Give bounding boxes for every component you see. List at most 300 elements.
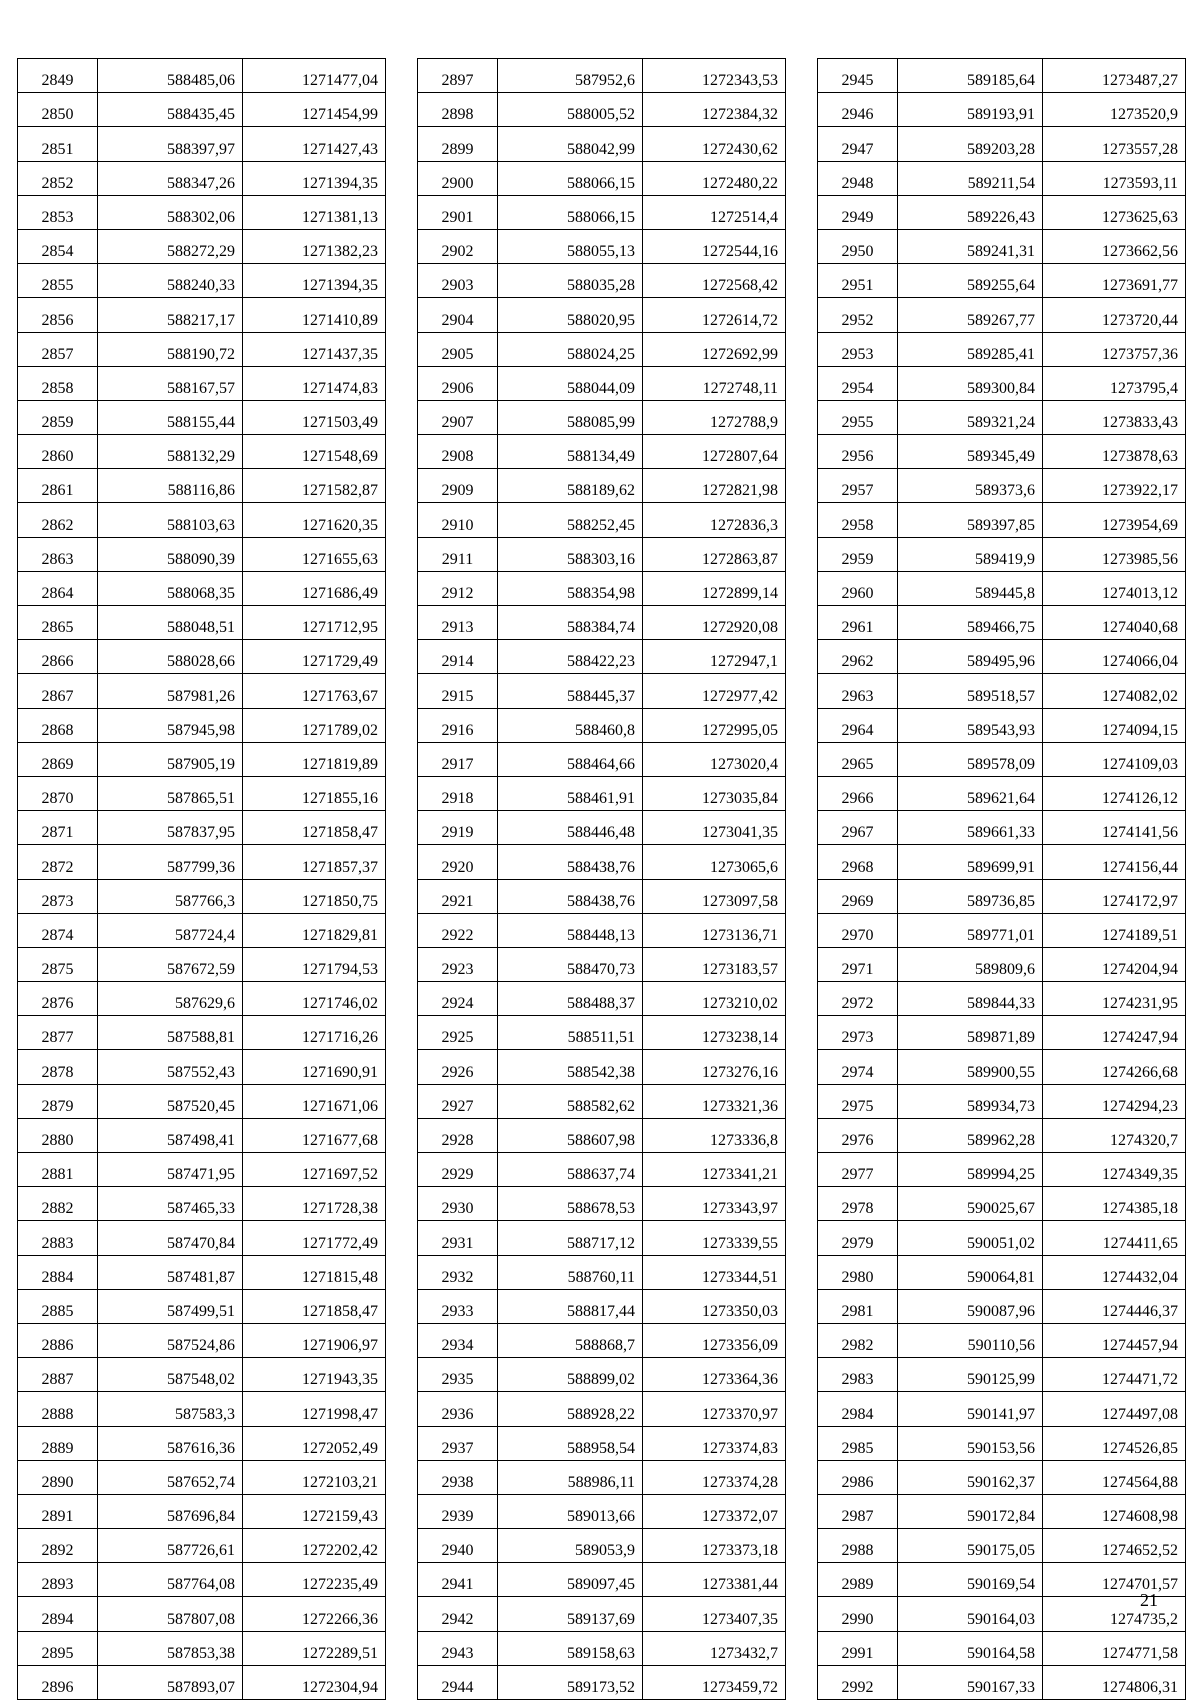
table-row: [418, 1050, 786, 1084]
table-row: [818, 1050, 1186, 1084]
y-coordinate-cell: 1272052,49: [243, 1426, 386, 1460]
point-number-cell: 2945: [818, 59, 898, 93]
x-coordinate-cell: 589900,55: [898, 1050, 1043, 1084]
point-number-cell: 2903: [418, 264, 498, 298]
y-coordinate-cell: 1274385,18: [1043, 1187, 1186, 1221]
point-number-cell: 2922: [418, 913, 498, 947]
x-coordinate-cell: 590164,58: [898, 1631, 1043, 1665]
table-row: [418, 469, 786, 503]
point-number-cell: 2991: [818, 1631, 898, 1665]
point-number-cell: 2956: [818, 435, 898, 469]
y-coordinate-cell: 1271794,53: [243, 947, 386, 981]
y-coordinate-cell: 1271858,47: [243, 811, 386, 845]
point-number-cell: 2867: [18, 674, 98, 708]
y-coordinate-cell: 1272384,32: [643, 93, 786, 127]
table-row: [818, 913, 1186, 947]
y-coordinate-cell: 1274231,95: [1043, 982, 1186, 1016]
table-row: [18, 1187, 386, 1221]
y-coordinate-cell: 1271712,95: [243, 606, 386, 640]
x-coordinate-cell: 589203,28: [898, 127, 1043, 161]
point-number-cell: 2856: [18, 298, 98, 332]
x-coordinate-cell: 588042,99: [498, 127, 643, 161]
x-coordinate-cell: 587499,51: [98, 1289, 243, 1323]
point-number-cell: 2904: [418, 298, 498, 332]
table-row: [818, 1494, 1186, 1528]
x-coordinate-cell: 588116,86: [98, 469, 243, 503]
table-row: [18, 571, 386, 605]
x-coordinate-cell: 589211,54: [898, 161, 1043, 195]
y-coordinate-cell: 1271477,04: [243, 59, 386, 93]
y-coordinate-cell: 1271394,35: [243, 264, 386, 298]
x-coordinate-cell: 589699,91: [898, 845, 1043, 879]
y-coordinate-cell: 1273374,83: [643, 1426, 786, 1460]
x-coordinate-cell: 587588,81: [98, 1016, 243, 1050]
table-row: [18, 913, 386, 947]
x-coordinate-cell: 587905,19: [98, 742, 243, 776]
point-number-cell: 2925: [418, 1016, 498, 1050]
point-number-cell: 2888: [18, 1392, 98, 1426]
x-coordinate-cell: 588678,53: [498, 1187, 643, 1221]
x-coordinate-cell: 588048,51: [98, 606, 243, 640]
y-coordinate-cell: 1274141,56: [1043, 811, 1186, 845]
x-coordinate-cell: 588717,12: [498, 1221, 643, 1255]
x-coordinate-cell: 589962,28: [898, 1118, 1043, 1152]
x-coordinate-cell: 588066,15: [498, 195, 643, 229]
y-coordinate-cell: 1271763,67: [243, 674, 386, 708]
x-coordinate-cell: 590051,02: [898, 1221, 1043, 1255]
point-number-cell: 2916: [418, 708, 498, 742]
table-row: [418, 264, 786, 298]
table-row: [818, 1563, 1186, 1597]
x-coordinate-cell: 588384,74: [498, 606, 643, 640]
table-row: [418, 332, 786, 366]
table-row: [818, 1289, 1186, 1323]
point-number-cell: 2936: [418, 1392, 498, 1426]
table-row: [818, 161, 1186, 195]
y-coordinate-cell: 1273238,14: [643, 1016, 786, 1050]
table-row: [18, 742, 386, 776]
y-coordinate-cell: 1271503,49: [243, 400, 386, 434]
table-row: [818, 1187, 1186, 1221]
y-coordinate-cell: 1271671,06: [243, 1084, 386, 1118]
point-number-cell: 2986: [818, 1460, 898, 1494]
x-coordinate-cell: 590125,99: [898, 1358, 1043, 1392]
table-row: [418, 879, 786, 913]
x-coordinate-cell: 587583,3: [98, 1392, 243, 1426]
point-number-cell: 2902: [418, 229, 498, 263]
y-coordinate-cell: 1274156,44: [1043, 845, 1186, 879]
y-coordinate-cell: 1271677,68: [243, 1118, 386, 1152]
point-number-cell: 2979: [818, 1221, 898, 1255]
x-coordinate-cell: 587696,84: [98, 1494, 243, 1528]
y-coordinate-cell: 1273691,77: [1043, 264, 1186, 298]
x-coordinate-cell: 588485,06: [98, 59, 243, 93]
table-row: [18, 503, 386, 537]
x-coordinate-cell: 588958,54: [498, 1426, 643, 1460]
point-number-cell: 2992: [818, 1665, 898, 1699]
x-coordinate-cell: 588132,29: [98, 435, 243, 469]
point-number-cell: 2908: [418, 435, 498, 469]
point-number-cell: 2862: [18, 503, 98, 537]
y-coordinate-cell: 1271857,37: [243, 845, 386, 879]
y-coordinate-cell: 1273833,43: [1043, 400, 1186, 434]
x-coordinate-cell: 588005,52: [498, 93, 643, 127]
point-number-cell: 2988: [818, 1529, 898, 1563]
x-coordinate-cell: 587652,74: [98, 1460, 243, 1494]
y-coordinate-cell: 1273662,56: [1043, 229, 1186, 263]
y-coordinate-cell: 1274266,68: [1043, 1050, 1186, 1084]
table-row: [818, 1529, 1186, 1563]
point-number-cell: 2924: [418, 982, 498, 1016]
table-row: [418, 674, 786, 708]
point-number-cell: 2917: [418, 742, 498, 776]
y-coordinate-cell: 1273183,57: [643, 947, 786, 981]
table-row: [418, 1563, 786, 1597]
table-row: [18, 93, 386, 127]
x-coordinate-cell: 589255,64: [898, 264, 1043, 298]
table-row: [818, 1597, 1186, 1631]
y-coordinate-cell: 1271474,83: [243, 366, 386, 400]
y-coordinate-cell: 1273065,6: [643, 845, 786, 879]
table-row: [418, 1016, 786, 1050]
x-coordinate-cell: 588435,45: [98, 93, 243, 127]
table-row: [18, 298, 386, 332]
table-row: [18, 332, 386, 366]
x-coordinate-cell: 590064,81: [898, 1255, 1043, 1289]
table-row: [818, 674, 1186, 708]
x-coordinate-cell: 588582,62: [498, 1084, 643, 1118]
coordinate-table-3: [817, 58, 1186, 1700]
table-row: [818, 879, 1186, 913]
y-coordinate-cell: 1273097,58: [643, 879, 786, 913]
point-number-cell: 2934: [418, 1323, 498, 1357]
point-number-cell: 2928: [418, 1118, 498, 1152]
x-coordinate-cell: 587724,4: [98, 913, 243, 947]
y-coordinate-cell: 1274294,23: [1043, 1084, 1186, 1118]
x-coordinate-cell: 588347,26: [98, 161, 243, 195]
x-coordinate-cell: 588090,39: [98, 537, 243, 571]
x-coordinate-cell: 588252,45: [498, 503, 643, 537]
x-coordinate-cell: 590162,37: [898, 1460, 1043, 1494]
x-coordinate-cell: 589137,69: [498, 1597, 643, 1631]
point-number-cell: 2873: [18, 879, 98, 913]
x-coordinate-cell: 587498,41: [98, 1118, 243, 1152]
x-coordinate-cell: 588354,98: [498, 571, 643, 605]
y-coordinate-cell: 1272995,05: [643, 708, 786, 742]
point-number-cell: 2935: [418, 1358, 498, 1392]
y-coordinate-cell: 1271437,35: [243, 332, 386, 366]
table-row: [418, 229, 786, 263]
table-row: [818, 811, 1186, 845]
y-coordinate-cell: 1273459,72: [643, 1665, 786, 1699]
point-number-cell: 2885: [18, 1289, 98, 1323]
point-number-cell: 2891: [18, 1494, 98, 1528]
point-number-cell: 2875: [18, 947, 98, 981]
table-row: [18, 400, 386, 434]
x-coordinate-cell: 589809,6: [898, 947, 1043, 981]
x-coordinate-cell: 588461,91: [498, 776, 643, 810]
y-coordinate-cell: 1273276,16: [643, 1050, 786, 1084]
x-coordinate-cell: 588928,22: [498, 1392, 643, 1426]
point-number-cell: 2868: [18, 708, 98, 742]
table-row: [818, 845, 1186, 879]
table-row: [818, 1665, 1186, 1699]
table-row: [418, 1153, 786, 1187]
table-row: [818, 195, 1186, 229]
coordinate-table-body: [418, 59, 786, 1700]
x-coordinate-cell: 589419,9: [898, 537, 1043, 571]
y-coordinate-cell: 1272544,16: [643, 229, 786, 263]
point-number-cell: 2898: [418, 93, 498, 127]
coordinate-table-body: [18, 59, 386, 1700]
y-coordinate-cell: 1274701,57: [1043, 1563, 1186, 1597]
x-coordinate-cell: 589193,91: [898, 93, 1043, 127]
table-row: [18, 1631, 386, 1665]
y-coordinate-cell: 1273343,97: [643, 1187, 786, 1221]
y-coordinate-cell: 1271394,35: [243, 161, 386, 195]
point-number-cell: 2852: [18, 161, 98, 195]
x-coordinate-cell: 588542,38: [498, 1050, 643, 1084]
point-number-cell: 2983: [818, 1358, 898, 1392]
point-number-cell: 2864: [18, 571, 98, 605]
y-coordinate-cell: 1274349,35: [1043, 1153, 1186, 1187]
point-number-cell: 2977: [818, 1153, 898, 1187]
x-coordinate-cell: 590167,33: [898, 1665, 1043, 1699]
x-coordinate-cell: 587853,38: [98, 1631, 243, 1665]
x-coordinate-cell: 587672,59: [98, 947, 243, 981]
point-number-cell: 2964: [818, 708, 898, 742]
y-coordinate-cell: 1273381,44: [643, 1563, 786, 1597]
table-row: [418, 161, 786, 195]
table-row: [18, 1221, 386, 1255]
table-row: [818, 708, 1186, 742]
y-coordinate-cell: 1273336,8: [643, 1118, 786, 1152]
point-number-cell: 2929: [418, 1153, 498, 1187]
point-number-cell: 2878: [18, 1050, 98, 1084]
point-number-cell: 2973: [818, 1016, 898, 1050]
y-coordinate-cell: 1273593,11: [1043, 161, 1186, 195]
point-number-cell: 2944: [418, 1665, 498, 1699]
x-coordinate-cell: 588607,98: [498, 1118, 643, 1152]
point-number-cell: 2940: [418, 1529, 498, 1563]
y-coordinate-cell: 1272430,62: [643, 127, 786, 161]
point-number-cell: 2970: [818, 913, 898, 947]
y-coordinate-cell: 1273350,03: [643, 1289, 786, 1323]
y-coordinate-cell: 1274013,12: [1043, 571, 1186, 605]
y-coordinate-cell: 1271728,38: [243, 1187, 386, 1221]
point-number-cell: 2984: [818, 1392, 898, 1426]
x-coordinate-cell: 588272,29: [98, 229, 243, 263]
x-coordinate-cell: 588422,23: [498, 640, 643, 674]
point-number-cell: 2881: [18, 1153, 98, 1187]
y-coordinate-cell: 1272289,51: [243, 1631, 386, 1665]
table-row: [18, 1289, 386, 1323]
point-number-cell: 2948: [818, 161, 898, 195]
y-coordinate-cell: 1271943,35: [243, 1358, 386, 1392]
y-coordinate-cell: 1273407,35: [643, 1597, 786, 1631]
coordinate-table-2: [417, 58, 786, 1700]
table-row: [18, 469, 386, 503]
y-coordinate-cell: 1274446,37: [1043, 1289, 1186, 1323]
table-row: [18, 1665, 386, 1699]
table-row: [818, 93, 1186, 127]
x-coordinate-cell: 588167,57: [98, 366, 243, 400]
x-coordinate-cell: 588470,73: [498, 947, 643, 981]
table-row: [418, 1426, 786, 1460]
x-coordinate-cell: 587548,02: [98, 1358, 243, 1392]
point-number-cell: 2897: [418, 59, 498, 93]
y-coordinate-cell: 1272748,11: [643, 366, 786, 400]
point-number-cell: 2883: [18, 1221, 98, 1255]
y-coordinate-cell: 1271998,47: [243, 1392, 386, 1426]
x-coordinate-cell: 589173,52: [498, 1665, 643, 1699]
table-row: [18, 674, 386, 708]
point-number-cell: 2958: [818, 503, 898, 537]
x-coordinate-cell: 588217,17: [98, 298, 243, 332]
point-number-cell: 2961: [818, 606, 898, 640]
x-coordinate-cell: 589158,63: [498, 1631, 643, 1665]
y-coordinate-cell: 1273373,18: [643, 1529, 786, 1563]
table-row: [418, 1255, 786, 1289]
point-number-cell: 2947: [818, 127, 898, 161]
table-row: [18, 606, 386, 640]
x-coordinate-cell: 590153,56: [898, 1426, 1043, 1460]
point-number-cell: 2851: [18, 127, 98, 161]
x-coordinate-cell: 588055,13: [498, 229, 643, 263]
table-row: [18, 161, 386, 195]
y-coordinate-cell: 1274735,2: [1043, 1597, 1186, 1631]
table-row: [418, 776, 786, 810]
table-row: [18, 1358, 386, 1392]
table-row: [818, 1392, 1186, 1426]
x-coordinate-cell: 590164,03: [898, 1597, 1043, 1631]
table-row: [18, 640, 386, 674]
point-number-cell: 2926: [418, 1050, 498, 1084]
table-row: [418, 947, 786, 981]
table-row: [818, 127, 1186, 161]
point-number-cell: 2957: [818, 469, 898, 503]
x-coordinate-cell: 588445,37: [498, 674, 643, 708]
coordinate-table-1: [17, 58, 386, 1700]
table-row: [418, 1323, 786, 1357]
point-number-cell: 2866: [18, 640, 98, 674]
table-row: [418, 606, 786, 640]
y-coordinate-cell: 1271582,87: [243, 469, 386, 503]
point-number-cell: 2855: [18, 264, 98, 298]
x-coordinate-cell: 588760,11: [498, 1255, 643, 1289]
point-number-cell: 2905: [418, 332, 498, 366]
x-coordinate-cell: 589097,45: [498, 1563, 643, 1597]
table-row: [418, 1494, 786, 1528]
x-coordinate-cell: 589053,9: [498, 1529, 643, 1563]
y-coordinate-cell: 1271686,49: [243, 571, 386, 605]
x-coordinate-cell: 588303,16: [498, 537, 643, 571]
table-row: [418, 982, 786, 1016]
point-number-cell: 2982: [818, 1323, 898, 1357]
x-coordinate-cell: 588103,63: [98, 503, 243, 537]
table-row: [418, 708, 786, 742]
x-coordinate-cell: 588511,51: [498, 1016, 643, 1050]
y-coordinate-cell: 1273432,7: [643, 1631, 786, 1665]
table-row: [818, 606, 1186, 640]
point-number-cell: 2854: [18, 229, 98, 263]
x-coordinate-cell: 589300,84: [898, 366, 1043, 400]
table-row: [18, 1597, 386, 1631]
point-number-cell: 2863: [18, 537, 98, 571]
x-coordinate-cell: 590025,67: [898, 1187, 1043, 1221]
x-coordinate-cell: 588460,8: [498, 708, 643, 742]
point-number-cell: 2859: [18, 400, 98, 434]
x-coordinate-cell: 589345,49: [898, 435, 1043, 469]
table-row: [418, 1665, 786, 1699]
y-coordinate-cell: 1271655,63: [243, 537, 386, 571]
y-coordinate-cell: 1273922,17: [1043, 469, 1186, 503]
point-number-cell: 2978: [818, 1187, 898, 1221]
x-coordinate-cell: 590172,84: [898, 1494, 1043, 1528]
y-coordinate-cell: 1271729,49: [243, 640, 386, 674]
table-row: [818, 947, 1186, 981]
point-number-cell: 2893: [18, 1563, 98, 1597]
point-number-cell: 2849: [18, 59, 98, 93]
y-coordinate-cell: 1272692,99: [643, 332, 786, 366]
y-coordinate-cell: 1273520,9: [1043, 93, 1186, 127]
table-row: [818, 435, 1186, 469]
x-coordinate-cell: 589013,66: [498, 1494, 643, 1528]
point-number-cell: 2931: [418, 1221, 498, 1255]
y-coordinate-cell: 1272235,49: [243, 1563, 386, 1597]
x-coordinate-cell: 587471,95: [98, 1153, 243, 1187]
x-coordinate-cell: 587981,26: [98, 674, 243, 708]
y-coordinate-cell: 1273321,36: [643, 1084, 786, 1118]
x-coordinate-cell: 588438,76: [498, 845, 643, 879]
y-coordinate-cell: 1274457,94: [1043, 1323, 1186, 1357]
point-number-cell: 2861: [18, 469, 98, 503]
x-coordinate-cell: 590141,97: [898, 1392, 1043, 1426]
point-number-cell: 2975: [818, 1084, 898, 1118]
x-coordinate-cell: 588899,02: [498, 1358, 643, 1392]
point-number-cell: 2870: [18, 776, 98, 810]
x-coordinate-cell: 589844,33: [898, 982, 1043, 1016]
point-number-cell: 2889: [18, 1426, 98, 1460]
y-coordinate-cell: 1274066,04: [1043, 640, 1186, 674]
point-number-cell: 2981: [818, 1289, 898, 1323]
table-row: [418, 1597, 786, 1631]
x-coordinate-cell: 588044,09: [498, 366, 643, 400]
x-coordinate-cell: 589241,31: [898, 229, 1043, 263]
y-coordinate-cell: 1272788,9: [643, 400, 786, 434]
table-row: [18, 1563, 386, 1597]
y-coordinate-cell: 1274471,72: [1043, 1358, 1186, 1392]
table-row: [18, 59, 386, 93]
table-row: [418, 1631, 786, 1665]
y-coordinate-cell: 1272343,53: [643, 59, 786, 93]
x-coordinate-cell: 588035,28: [498, 264, 643, 298]
point-number-cell: 2895: [18, 1631, 98, 1665]
table-row: [18, 1460, 386, 1494]
x-coordinate-cell: 588085,99: [498, 400, 643, 434]
y-coordinate-cell: 1273757,36: [1043, 332, 1186, 366]
x-coordinate-cell: 589321,24: [898, 400, 1043, 434]
x-coordinate-cell: 589621,64: [898, 776, 1043, 810]
x-coordinate-cell: 587837,95: [98, 811, 243, 845]
table-row: [418, 1529, 786, 1563]
table-row: [18, 879, 386, 913]
table-row: [418, 400, 786, 434]
y-coordinate-cell: 1272947,1: [643, 640, 786, 674]
page-number: 21: [1140, 1590, 1158, 1610]
y-coordinate-cell: 1273341,21: [643, 1153, 786, 1187]
y-coordinate-cell: 1273985,56: [1043, 537, 1186, 571]
